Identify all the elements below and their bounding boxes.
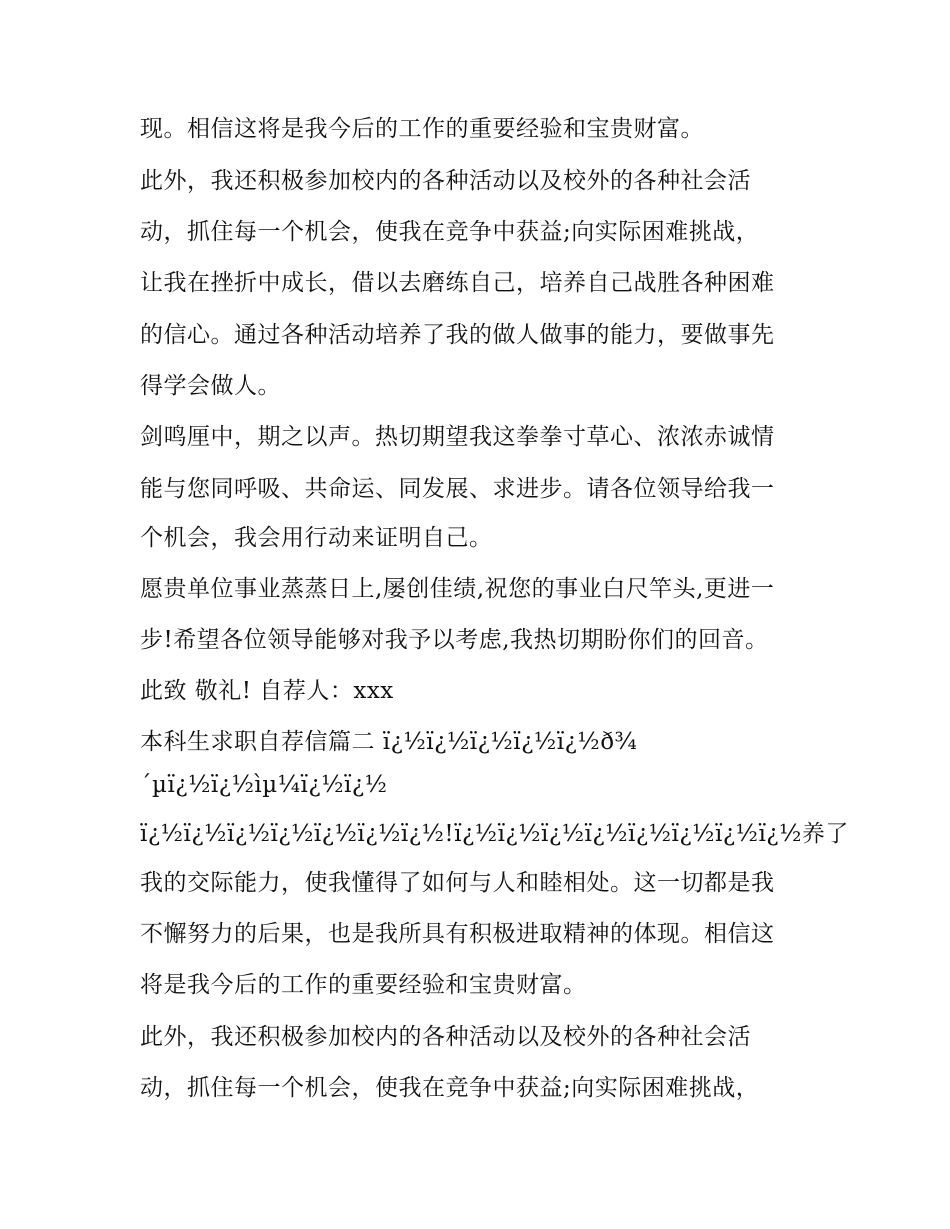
text-line: 动，抓住每一个机会，使我在竞争中获益;向实际困难挑战， — [140, 1075, 760, 1101]
text-line: 现。相信这将是我今后的工作的重要经验和宝贵财富。 — [140, 116, 704, 142]
text-line: 动，抓住每一个机会，使我在竞争中获益;向实际困难挑战， — [140, 219, 760, 245]
text-line: 我的交际能力，使我懂得了如何与人和睦相处。这一切都是我 — [140, 870, 775, 896]
text-line: 本科生求职自荐信篇二 ï¿½ï¿½ï¿½ï¿½ï¿½ð¾ — [140, 729, 638, 755]
text-line: 此外，我还积极参加校内的各种活动以及校外的各种社会活 — [140, 1024, 751, 1050]
text-line: 个机会，我会用行动来证明自己。 — [140, 525, 493, 551]
text-line: ´µï¿½ï¿½ìµ¼ï¿½ï¿½ — [140, 772, 388, 798]
text-line: 将是我今后的工作的重要经验和宝贵财富。 — [140, 972, 587, 998]
text-line: 的信心。通过各种活动培养了我的做人做事的能力，要做事先 — [140, 322, 775, 348]
text-line: 步!希望各位领导能够对我予以考虑,我热切期盼你们的回音。 — [140, 627, 769, 653]
text-line: 不懈努力的后果，也是我所具有积极进取精神的体现。相信这 — [140, 921, 775, 947]
text-line: 此外，我还积极参加校内的各种活动以及校外的各种社会活 — [140, 168, 751, 194]
text-line: 剑鸣厘中，期之以声。热切期望我这拳拳寸草心、浓浓赤诚情 — [140, 424, 775, 450]
text-line: 愿贵单位事业蒸蒸日上,屡创佳绩,祝您的事业白尺竿头,更进一 — [140, 576, 775, 602]
text-line: 此致 敬礼! 自荐人：xxx — [140, 678, 394, 704]
text-line: 让我在挫折中成长，借以去磨练自己，培养自己战胜各种困难 — [140, 270, 775, 296]
text-line: 能与您同呼吸、共命运、同发展、求进步。请各位领导给我一 — [140, 476, 775, 502]
text-line: ï¿½ï¿½ï¿½ï¿½ï¿½ï¿½ï¿½!ï¿½ï¿½ï¿½ï¿½ï¿½ï¿½ï¿½ï¿½养了 — [140, 821, 849, 847]
text-line: 得学会做人。 — [140, 373, 281, 399]
